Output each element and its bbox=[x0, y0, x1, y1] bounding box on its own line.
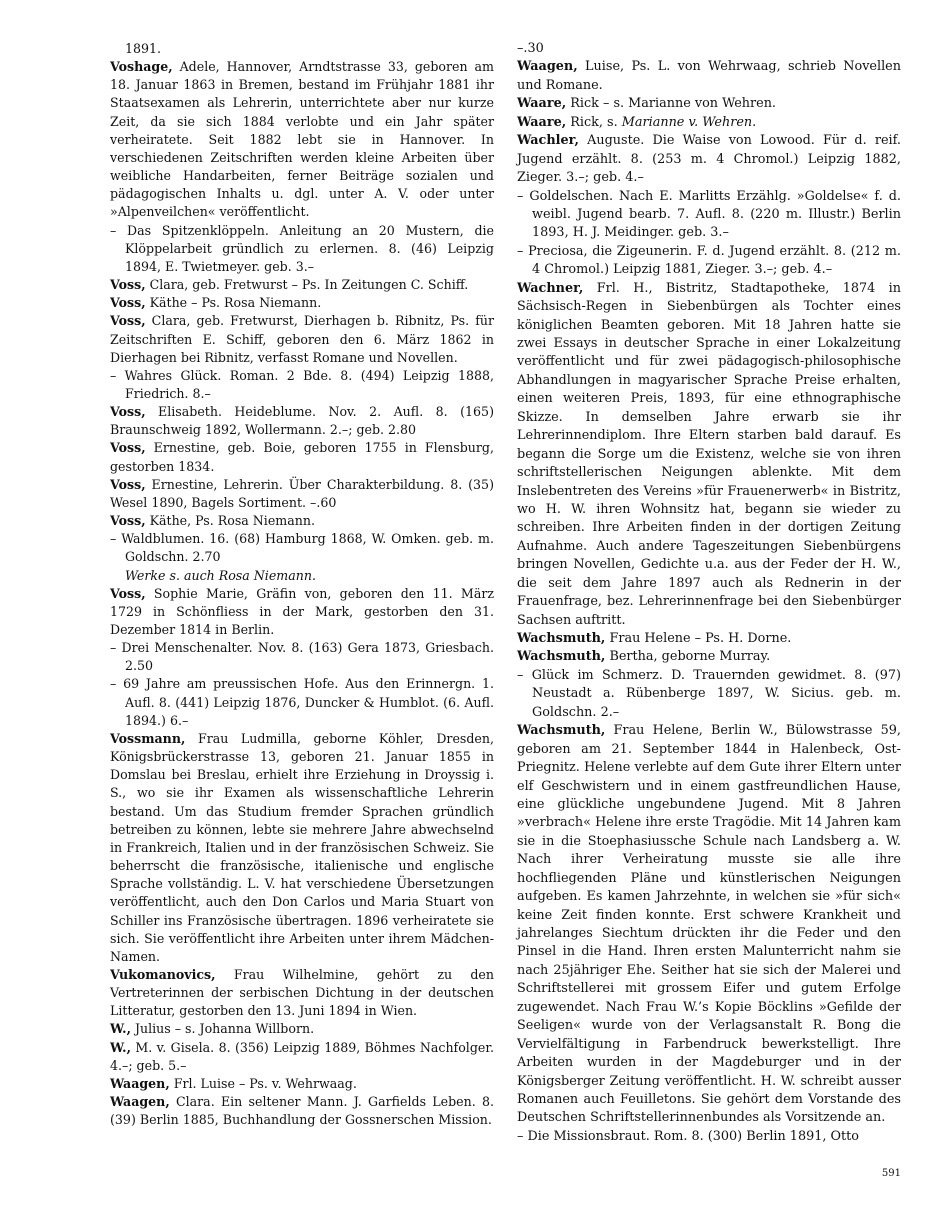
entry-headword: Waagen, bbox=[110, 1075, 170, 1091]
entry bbox=[110, 1075, 494, 1093]
entry-text: M. v. Gisela. 8. (356) Leipzig 1889, Böhmes Nachfolger. 4.–; geb. 5.– bbox=[110, 1039, 494, 1073]
entry-text: –.30 bbox=[517, 41, 544, 56]
entry bbox=[517, 280, 901, 630]
entry-headword: Waare, bbox=[517, 96, 567, 112]
entry-text: – Goldelschen. Nach E. Marlitts Erzählg. »Goldelse« f. d. weibl. Jugend bearb. 7. Aufl. 8. (220 m. Illustr.) Berlin 1893, H. J. Meidinger. geb. 3.– bbox=[517, 188, 901, 241]
entry-text: Julius – s. Johanna Willborn. bbox=[130, 1021, 315, 1037]
entry bbox=[517, 58, 901, 95]
entry-text: Sophie Marie, Gräfin von, geboren den 11. März 1729 in Schönfliess in der Mark, gestorben den 31. Dezember 1814 in Berlin. bbox=[110, 585, 494, 637]
work-item bbox=[110, 530, 494, 566]
entry-headword: Wachler, bbox=[517, 133, 579, 149]
entry-text: 1891. bbox=[125, 41, 162, 56]
cross-reference: Marianne v. Wehren. bbox=[621, 114, 757, 130]
entry-headword: Voss, bbox=[110, 277, 146, 293]
entry-headword: W., bbox=[110, 1039, 131, 1055]
work-item bbox=[517, 243, 901, 280]
entry-text: Rick – s. Marianne von Wehren. bbox=[566, 96, 777, 112]
entry-text: Elisabeth. Heideblume. Nov. 2. Aufl. 8. (165) Braunschweig 1892, Wollermann. 2.–; geb. 2.80 bbox=[110, 404, 494, 438]
entry-text: – Das Spitzenklöppeln. Anleitung an 20 Mustern, die Klöppelarbeit gründlich zu erlernen. 8. (46) Leipzig 1894, E. Twietmeyer. geb. 3.– bbox=[110, 222, 494, 274]
entry bbox=[517, 114, 901, 132]
left-column bbox=[110, 40, 494, 1129]
entry bbox=[110, 476, 494, 512]
work-item bbox=[110, 639, 494, 675]
entry bbox=[110, 585, 494, 639]
entry-text: – Waldblumen. 16. (68) Hamburg 1868, W. Omken. geb. m. Goldschn. 2.70 bbox=[110, 531, 494, 565]
entry-headword: Waagen, bbox=[110, 1094, 170, 1110]
entry-headword: Waare, bbox=[517, 114, 567, 130]
entry bbox=[110, 403, 494, 439]
entry-headword: Vossmann, bbox=[110, 730, 186, 746]
entry-text: Frl. H., Bistritz, Stadtapotheke, 1874 in Sächsisch-Regen in Siebenbürgen als Tochter eines königlichen Beamten geboren. Mit 18 Jahren hatte sie zwei Essays in deutscher Sprache in einer Lokalzeitung veröffentlicht und für zwei pädagogisch-philosophische Abhandlungen in magyarischer Sprache Preise erhalten, einen weiteren Preis, 1893, für eine ethnographische Skizze. In demselben Jahre erwarb sie ihr Lehrerinnendiplom. Ihre Eltern starben bald darauf. Es begann die Sorge um die Existenz, welche sie von ihren schriftstellerischen Neigungen ablenkte. Mit dem Inslebentreten des Vereins »für Frauenerwerb« in Bistritz, wo H. W. ihren Wohnsitz hat, begann sie wieder zu schreiben. Ihre Arbeiten finden in der dortigen Zeitung Aufnahme. Auch andere Tageszeitungen Siebenbürgens bringen Novellen, Gedichte u.a. aus der Feder der H. W., die seit dem Jahre 1897 auch als Rednerin in der Frauenfrage, bez. Lehrerinnenfrage bei den Siebenbürger Sachsen auftritt. bbox=[517, 280, 901, 628]
entry-text: – Die Missionsbraut. Rom. 8. (300) Berlin 1891, Otto bbox=[517, 1128, 859, 1144]
entry-text: Clara. Ein seltener Mann. J. Garfields Leben. 8. (39) Berlin 1885, Buchhandlung der Gossnerschen Mission. bbox=[110, 1094, 494, 1128]
page-number: 591 bbox=[881, 1168, 901, 1179]
entry-headword: Voss, bbox=[110, 440, 146, 456]
cross-reference bbox=[110, 567, 494, 585]
right-column bbox=[517, 40, 901, 1146]
entry-headword: Voss, bbox=[110, 313, 146, 329]
entry-text: – Wahres Glück. Roman. 2 Bde. 8. (494) Leipzig 1888, Friedrich. 8.– bbox=[110, 367, 494, 401]
entry-headword: W., bbox=[110, 1021, 131, 1037]
entry-text: Ernestine, Lehrerin. Über Charakterbildung. 8. (35) Wesel 1890, Bagels Sortiment. –.60 bbox=[110, 476, 494, 510]
entry-text bbox=[110, 40, 494, 58]
entry-headword: Voss, bbox=[110, 404, 146, 420]
work-item bbox=[110, 367, 494, 403]
entry bbox=[110, 276, 494, 294]
entry-text: Käthe – Ps. Rosa Niemann. bbox=[145, 295, 322, 311]
entry-text: Frl. Luise – Ps. v. Wehrwaag. bbox=[169, 1075, 357, 1091]
entry-text: Clara, geb. Fretwurst, Dierhagen b. Ribnitz, Ps. für Zeitschriften E. Schiff, geboren den 6. März 1862 in Dierhagen bei Ribnitz, verfasst Romane und Novellen. bbox=[110, 313, 494, 365]
entry bbox=[110, 1039, 494, 1075]
entry-text: Adele, Hannover, Arndtstrasse 33, geboren am 18. Januar 1863 in Bremen, bestand im Frühjahr 1881 ihr Staatsexamen als Lehrerin, unterrichtete aber nur kurze Zeit, da sie sich 1884 verlobte und ein Jahr später verheiratete. Seit 1882 lebt sie in Hannover. In verschiedenen Zeitschriften werden kleine Arbeiten über weibliche Handarbeiten, ferner Beiträge sozialen und pädagogischen Inhalts u. dgl. unter A. V. oder unter »Alpenveilchen« veröffentlicht. bbox=[110, 59, 494, 220]
entry bbox=[110, 294, 494, 312]
work-item bbox=[517, 1128, 901, 1146]
entry-text: Frau Helene, Berlin W., Bülowstrasse 59, geboren am 21. September 1844 in Halenbeck, Ost-Priegnitz. Helene verlebte auf dem Gute ihrer Eltern unter elf Geschwistern und in einem gastfreundlichen Hause, eine glückliche ungebundene Jugend. Mit 8 Jahren »verbrach« Helene ihre erste Tragödie. Mit 14 Jahren kam sie in die Stoephasiussche Schule nach Landsberg a. W. Nach ihrer Verheiratung musste sie alle ihre hochfliegenden Pläne und künstlerischen Neigungen aufgeben. Es kamen Jahrzehnte, in welchen sie »für sich« keine Zeit finden konnte. Erst schwere Krankheit und jahrelanges Siechtum drückten ihr die Feder und den Pinsel in die Hand. Ihren ersten Malunterricht nahm sie nach 25jähriger Ehe. Seither hat sie sich der Malerei und Schriftstellerei mit grossem Eifer und gutem Erfolge zugewendet. Nach Frau W.’s Kopie Böcklins »Gefilde der Seeligen« wurde von der Verlagsanstalt R. Bong die Vervielfältigung in Farbendruck bewerkstelligt. Ihre Arbeiten wurden in der Magdeburger und in der Königsberger Zeitung veröffentlicht. H. W. schreibt ausser Romanen auch Feuilletons. Sie gehört dem Vorstande des Deutschen Schriftstellerinnenbundes als Vorsitzende an. bbox=[517, 723, 901, 1126]
entry-headword: Wachsmuth, bbox=[517, 631, 606, 646]
entry-text: Clara, geb. Fretwurst – Ps. In Zeitungen C. Schiff. bbox=[145, 277, 469, 293]
entry-text: Frau Helene – Ps. H. Dorne. bbox=[605, 631, 792, 646]
entry-text: Bertha, geborne Murray. bbox=[605, 649, 771, 665]
entry bbox=[517, 648, 901, 666]
work-item bbox=[517, 188, 901, 243]
entry bbox=[110, 58, 494, 221]
entry bbox=[110, 1093, 494, 1129]
entry-headword: Wachner, bbox=[517, 280, 584, 296]
entry-text: Rick, s. bbox=[566, 114, 622, 130]
entry-headword: Vukomanovics, bbox=[110, 966, 216, 982]
entry bbox=[517, 95, 901, 113]
entry-text: Ernestine, geb. Boie, geboren 1755 in Flensburg, gestorben 1834. bbox=[110, 440, 494, 474]
entry bbox=[517, 132, 901, 187]
entry-text: – Drei Menschenalter. Nov. 8. (163) Gera 1873, Griesbach. 2.50 bbox=[110, 640, 494, 674]
entry-text: Frau Wilhelmine, gehört zu den Vertreterinnen der serbischen Dichtung in der deutschen Litteratur, gestorben den 13. Juni 1894 in Wien. bbox=[110, 966, 494, 1019]
entry bbox=[110, 730, 494, 966]
entry-text: – Glück im Schmerz. D. Trauernden gewidmet. 8. (97) Neustadt a. Rübenberge 1897, W. Sicius. geb. m. Goldschn. 2.– bbox=[517, 667, 901, 720]
work-item bbox=[110, 222, 494, 276]
entry-text: Frau Ludmilla, geborne Köhler, Dresden, Königsbrückerstrasse 13, geboren 21. Januar 1855 in Domslau bei Breslau, erhielt ihre Erziehung in Droyssig i. S., wo sie ihr Examen als wissenschaftliche Lehrerin bestand. Um das Studium fremder Sprachen gründlich betreiben zu können, lebte sie mehrere Jahre abwechselnd in Frankreich, Italien und in der französischen Schweiz. Sie beherrscht die französische, italienische und englische Sprache vollständig. L. V. hat verschiedene Übersetzungen veröffentlicht, auch den Don Carlos und Maria Stuart von Schiller ins Französische übertragen. 1896 verheiratete sie sich. Sie veröffentlicht ihre Arbeiten unter ihrem Mädchen-Namen. bbox=[110, 730, 494, 964]
entry bbox=[110, 439, 494, 475]
entry-headword: Voshage, bbox=[110, 59, 173, 75]
entry bbox=[517, 40, 901, 58]
entry-headword: Voss, bbox=[110, 585, 146, 601]
entry-text: – 69 Jahre am preussischen Hofe. Aus den Erinnergn. 1. Aufl. 8. (441) Leipzig 1876, Duncker & Humblot. (6. Aufl. 1894.) 6.– bbox=[110, 676, 494, 728]
entry-headword: Wachsmuth, bbox=[517, 723, 606, 739]
entry bbox=[517, 630, 901, 648]
entry-headword: Voss, bbox=[110, 476, 146, 492]
entry-headword: Voss, bbox=[110, 295, 146, 311]
work-item bbox=[110, 675, 494, 729]
entry-text: Werke s. auch Rosa Niemann. bbox=[125, 567, 316, 583]
entry bbox=[517, 722, 901, 1128]
entry bbox=[110, 966, 494, 1020]
entry-text: Käthe, Ps. Rosa Niemann. bbox=[145, 513, 315, 529]
entry-headword: Wachsmuth, bbox=[517, 649, 606, 665]
entry bbox=[110, 312, 494, 366]
work-item bbox=[517, 667, 901, 722]
entry bbox=[110, 512, 494, 530]
entry-headword: Waagen, bbox=[517, 59, 578, 75]
entry-text: Auguste. Die Waise von Lowood. Für d. reif. Jugend erzählt. 8. (253 m. 4 Chromol.) Leipzig 1882, Zieger. 3.–; geb. 4.– bbox=[517, 133, 901, 186]
entry bbox=[110, 1020, 494, 1038]
entry-text: Luise, Ps. L. von Wehrwaag, schrieb Novellen und Romane. bbox=[517, 59, 901, 93]
entry-text: – Preciosa, die Zigeunerin. F. d. Jugend erzählt. 8. (212 m. 4 Chromol.) Leipzig 1881, Zieger. 3.–; geb. 4.– bbox=[517, 243, 901, 278]
entry-headword: Voss, bbox=[110, 513, 146, 529]
